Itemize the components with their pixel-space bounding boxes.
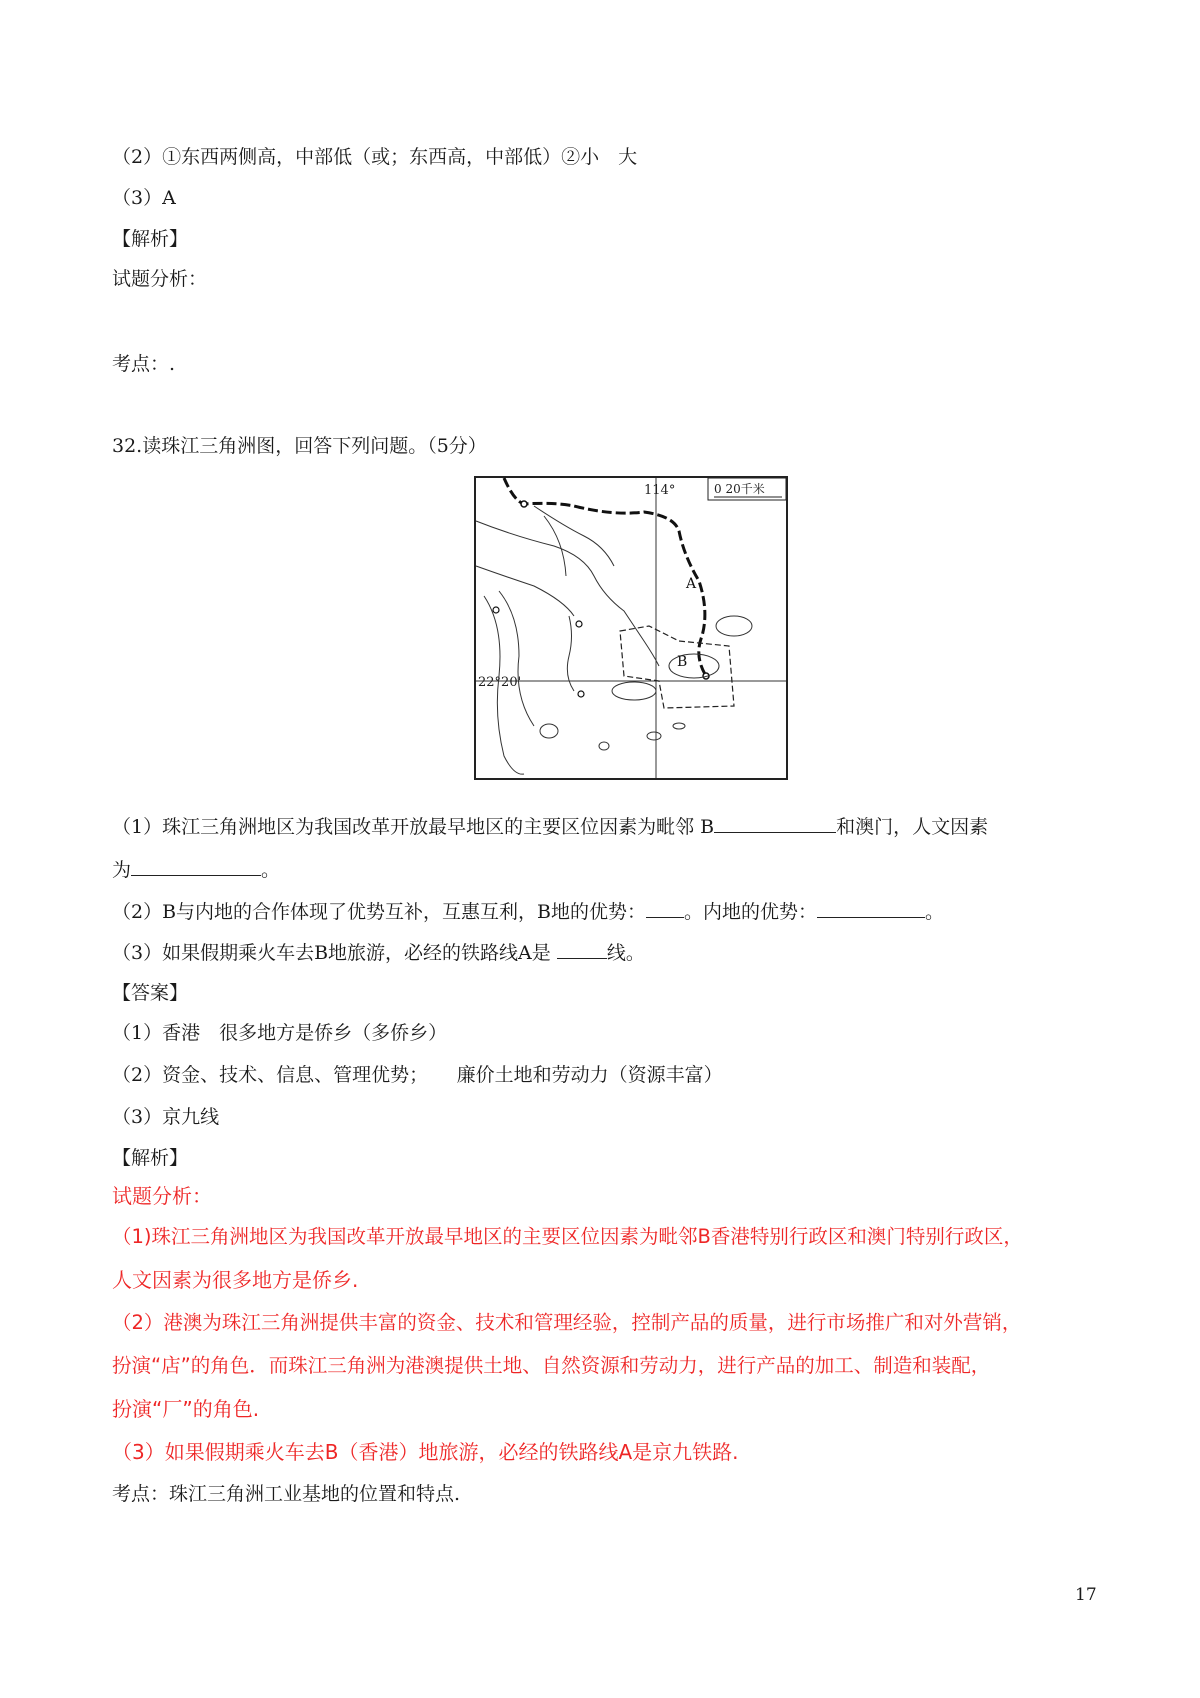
answer-blank[interactable] (131, 855, 261, 876)
analysis-p2-line-2: 扮演“店”的角色．而珠江三角洲为港澳提供土地、自然资源和劳动力，进行产品的加工、制造和装配， (112, 1354, 991, 1377)
answer-heading: 【答案】 (112, 982, 189, 1004)
map-frame (475, 477, 787, 779)
page-number: 17 (1075, 1585, 1097, 1605)
question-1-line-2: 为 。 (112, 855, 280, 883)
prev-analysis-heading: 【解析】 (112, 228, 189, 250)
point-b-label: B (677, 654, 688, 670)
prev-answer-line-2: （2）①东西两侧高，中部低（或；东西高，中部低）②小 大 (112, 146, 638, 168)
scale-label: 0 20千米 (714, 482, 765, 496)
analysis-label: 试题分析： (112, 1184, 212, 1208)
analysis-p2-line-1: （2）港澳为珠江三角洲提供丰富的资金、技术和管理经验，控制产品的质量，进行市场推广和对外营销， (112, 1311, 1022, 1334)
analysis-p1-line-2: 人文因素为很多地方是侨乡. (112, 1268, 359, 1292)
prev-kaodian: 考点：. (112, 353, 176, 375)
answer-3: （3）京九线 (112, 1106, 220, 1128)
answer-blank[interactable] (646, 897, 684, 918)
answer-blank[interactable] (714, 812, 836, 833)
analysis-heading: 【解析】 (112, 1147, 189, 1169)
prev-answer-line-3: （3）A (112, 187, 176, 209)
question-1-line-1: （1）珠江三角洲地区为我国改革开放最早地区的主要区位因素为毗邻 B 和澳门，人文因素 (112, 812, 988, 840)
question-2: （2）B与内地的合作体现了优势互补，互惠互利，B地的优势： 。内地的优势： 。 (112, 897, 944, 925)
analysis-p2-line-3: 扮演“厂”的角色. (112, 1397, 260, 1421)
answer-1: （1）香港 很多地方是侨乡（多侨乡） (112, 1022, 448, 1044)
prev-analysis-label: 试题分析： (112, 268, 208, 290)
analysis-p3: （3）如果假期乘火车去B（香港）地旅游，必经的铁路线A是京九铁路. (112, 1440, 739, 1464)
answer-2: （2）资金、技术、信息、管理优势； 廉价土地和劳动力（资源丰富） (112, 1064, 723, 1086)
answer-blank[interactable] (817, 897, 925, 918)
kaodian: 考点：珠江三角洲工业基地的位置和特点. (112, 1483, 461, 1505)
pearl-river-delta-map (474, 476, 788, 780)
question-title: 32.读珠江三角洲图，回答下列问题。（5分） (112, 435, 487, 457)
analysis-p1-line-1: （1)珠江三角洲地区为我国改革开放最早地区的主要区位因素为毗邻B香港特别行政区和澳门特别行政区， (112, 1225, 1023, 1248)
answer-blank[interactable] (557, 938, 607, 959)
question-3: （3）如果假期乘火车去B地旅游，必经的铁路线A是 线。 (112, 938, 645, 966)
point-a-label: A (686, 576, 697, 592)
latitude-label: 22°20' (478, 675, 522, 690)
longitude-label: 114° (644, 483, 676, 498)
